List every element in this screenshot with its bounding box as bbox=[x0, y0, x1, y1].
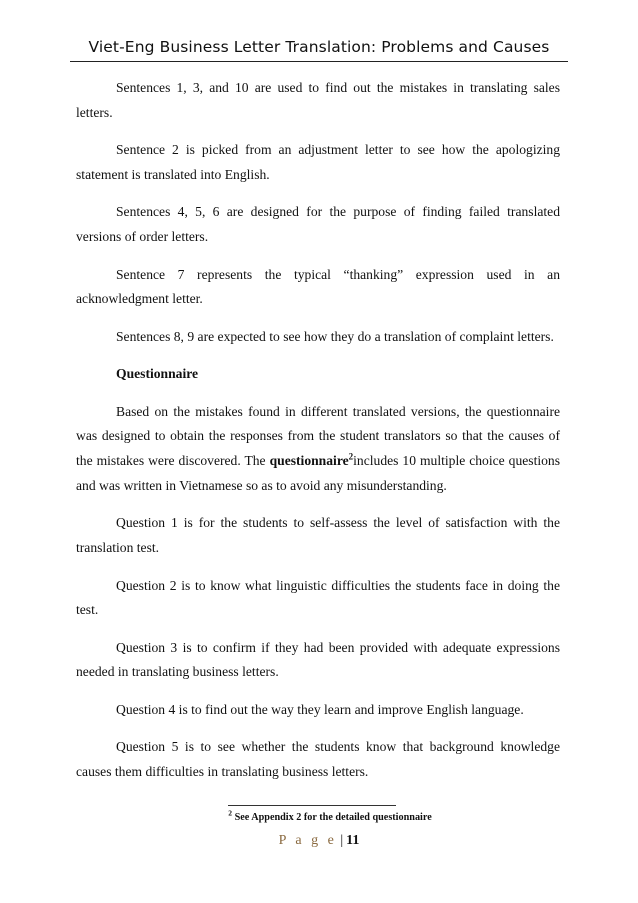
paragraph-question-1: Question 1 is for the students to self-assess the level of satisfaction with the translation test. bbox=[76, 515, 560, 556]
header-divider bbox=[70, 61, 568, 62]
page-footer bbox=[0, 833, 638, 849]
page-separator: | bbox=[340, 833, 344, 848]
questionnaire-intro-text: Based on the mistakes found in different translated versions, the questionnaire was designed to obtain the responses from the student translators so that the causes of the mistakes were discovered. The bbox=[76, 403, 560, 469]
footnote bbox=[200, 808, 460, 823]
paragraph-question-4: Question 4 is to find out the way they learn and improve English language. bbox=[116, 701, 524, 717]
paragraph-complaint-letters: Sentences 8, 9 are expected to see how they do a translation of complaint letters. bbox=[116, 328, 554, 344]
page-number: 11 bbox=[346, 833, 360, 848]
footnote-text: See Appendix 2 for the detailed questionnaire bbox=[234, 812, 432, 823]
footnote-reference[interactable]: 2 bbox=[348, 451, 354, 462]
paragraph-acknowledgment-letter: Sentence 7 represents the typical “thanking” expression used in an acknowledgment letter. bbox=[76, 266, 560, 307]
paragraph-question-3: Question 3 is to confirm if they had been provided with adequate expressions needed in translating business letters. bbox=[76, 639, 560, 680]
paragraph-questionnaire-design bbox=[76, 400, 560, 499]
footnote-mark: 2 bbox=[228, 808, 233, 818]
footnote-divider bbox=[228, 805, 396, 806]
paragraph-order-letters: Sentences 4, 5, 6 are designed for the purpose of finding failed translated versions of order letters. bbox=[76, 204, 560, 245]
questionnaire-detail-text: includes 10 multiple choice questions and was written in Vietnamese so as to avoid any misunderstanding. bbox=[76, 453, 561, 493]
page-label: P a g e bbox=[278, 833, 337, 848]
paragraph-adjustment-letter: Sentence 2 is picked from an adjustment letter to see how the apologizing statement is translated into English. bbox=[76, 142, 560, 182]
running-header: Viet-Eng Business Letter Translation: Problems and Causes bbox=[88, 38, 550, 56]
paragraph-question-2: Question 2 is to know what linguistic difficulties the students face in doing the test. bbox=[76, 577, 560, 618]
page-body bbox=[76, 76, 560, 797]
paragraph-question-5: Question 5 is to see whether the students know that background knowledge causes them difficulties in translating business letters. bbox=[76, 739, 560, 780]
section-heading-questionnaire: Questionnaire bbox=[116, 366, 199, 382]
paragraph-sales-letters: Sentences 1, 3, and 10 are used to find out the mistakes in translating sales letters. bbox=[76, 80, 560, 120]
questionnaire-term: questionnaire bbox=[269, 453, 349, 469]
